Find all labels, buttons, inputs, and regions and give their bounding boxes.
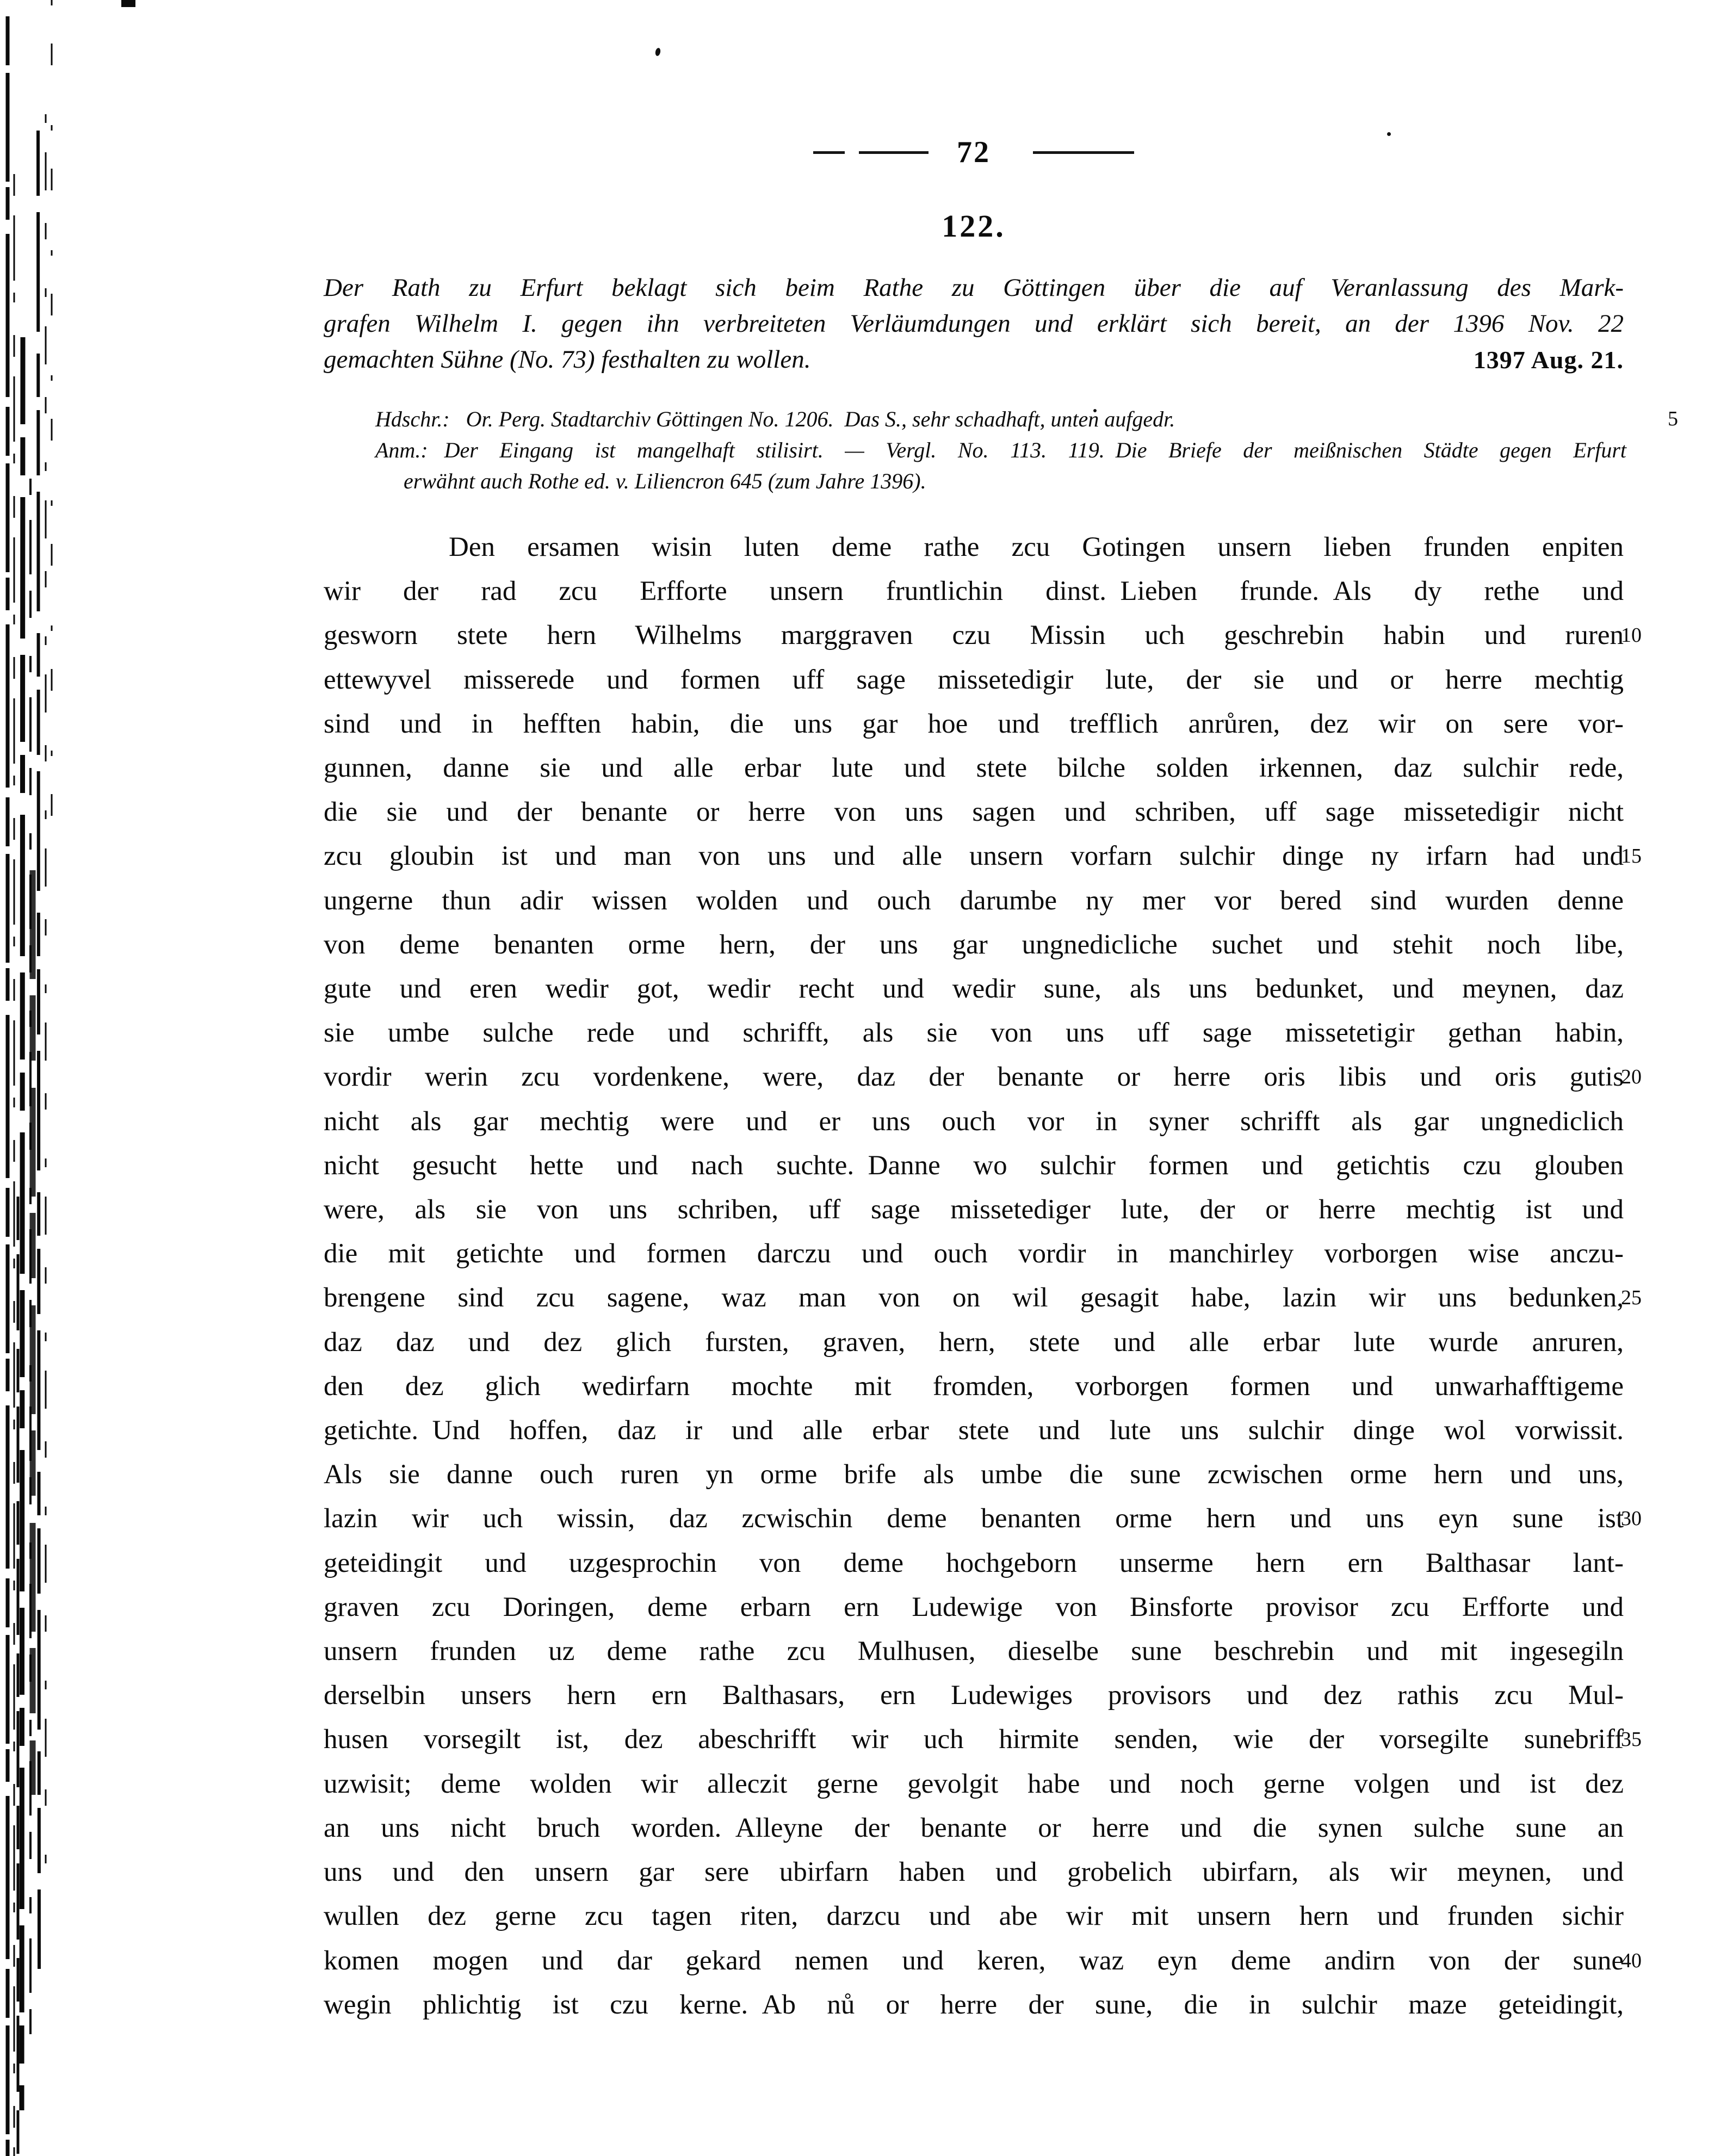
regest-line: Der Rath zu Erfurt beklagt sich beim Rathe zu Göttingen über die auf Veranlassung des Mark- <box>324 274 1624 302</box>
margin-line-number: 35 <box>1621 1728 1642 1751</box>
regest-line: grafen Wilhelm I. gegen ihn verbreiteten Verläumdungen und erklärt sich bereit, an der 1396 Nov. 22 <box>324 309 1624 338</box>
text-line-content: ungerne thun adir wissen wolden und ouch darumbe ny mer vor bered sind wurden denne <box>324 885 1624 916</box>
text-line <box>324 1894 1624 1938</box>
text-line-content: sie umbe sulche rede und schrifft, als sie von uns uff sage missetetigir gethan habin, <box>324 1018 1624 1049</box>
head-dash <box>859 151 929 154</box>
text-line-content: Als sie danne ouch ruren yn orme brife als umbe die sune zcwischen orme hern und uns, <box>324 1459 1624 1490</box>
text-line-content: an uns nicht bruch worden. Alleyne der benante or herre und die synen sulche sune an <box>324 1812 1624 1843</box>
text-line <box>324 1453 1624 1497</box>
text-line-content: unsern frunden uz deme rathe zcu Mulhusen, dieselbe sune beschrebin und mit ingesegiln <box>324 1636 1624 1667</box>
text-line <box>324 1409 1624 1453</box>
text-line <box>324 1674 1624 1718</box>
text-line <box>324 1232 1624 1276</box>
running-head <box>324 135 1624 170</box>
margin-line-number: 20 <box>1621 1065 1642 1089</box>
regest-line-text: gemachten Sühne (No. 73) festhalten zu wollen. <box>324 345 811 374</box>
text-line <box>324 1321 1624 1365</box>
regest-line <box>324 342 1624 377</box>
head-dash <box>813 151 845 154</box>
text-line-content: daz daz und dez glich fursten, graven, hern, stete und alle erbar lute wurde anruren, <box>324 1327 1624 1358</box>
text-line <box>324 1983 1624 2027</box>
text-line <box>324 1630 1624 1674</box>
text-line <box>324 1188 1624 1232</box>
text-line-content: uns und den unsern gar sere ubirfarn haben und grobelich ubirfarn, als wir meynen, und <box>324 1857 1624 1888</box>
text-line <box>324 790 1624 834</box>
text-line <box>324 525 1624 569</box>
text-line <box>324 834 1642 878</box>
text-line-content: gute und eren wedir got, wedir recht und wedir sune, als uns bedunket, und meynen, daz <box>324 974 1624 1005</box>
text-line-content: vordir werin zcu vordenkene, were, daz der benante or herre oris libis und oris gutis <box>324 1062 1624 1093</box>
text-line <box>324 1541 1624 1585</box>
binding-shadow-artifact <box>0 0 141 2156</box>
margin-line-number: 10 <box>1621 624 1642 647</box>
text-line <box>324 1939 1642 1983</box>
margin-line-number: 25 <box>1621 1286 1642 1310</box>
text-line <box>324 1365 1624 1409</box>
text-line <box>324 879 1624 923</box>
text-line-content: von deme benanten orme hern, der uns gar ungnedicliche suchet und stehit noch libe, <box>324 929 1624 960</box>
text-line <box>324 1497 1642 1541</box>
anm-label: Anm.: <box>375 438 428 462</box>
text-line-content: graven zcu Doringen, deme erbarn ern Ludewige von Binsforte provisor zcu Erfforte und <box>324 1591 1624 1622</box>
text-line <box>324 702 1624 746</box>
margin-line-number: 40 <box>1621 1949 1642 1972</box>
text-line <box>324 1055 1642 1099</box>
text-line <box>324 1718 1642 1762</box>
text-line <box>324 1276 1642 1320</box>
anm-text: Der Eingang ist mangelhaft stilisirt. — Vergl. No. 113. 119. Die Briefe der meißnischen Städte gegen Erfurt <box>444 438 1626 462</box>
text-line <box>324 1806 1624 1850</box>
text-line-content: brengene sind zcu sagene, waz man von on wil gesagit habe, lazin wir uns bedunken, <box>324 1283 1624 1314</box>
text-line <box>324 1011 1624 1055</box>
text-line-content: wir der rad zcu Erfforte unsern fruntlichin dinst. Lieben frunde. Als dy rethe und <box>324 576 1624 607</box>
margin-line-number: 15 <box>1621 845 1642 868</box>
head-dash <box>1033 151 1103 154</box>
anm-line <box>375 435 1626 466</box>
text-line-content: getichte. Und hoffen, daz ir und alle erbar stete und lute uns sulchir dinge wol vorwissit. <box>324 1415 1624 1446</box>
anm-line-continuation: erwähnt auch Rothe ed. v. Liliencron 645 (zum Jahre 1396). <box>404 469 926 493</box>
text-line-content: were, als sie von uns schriben, uff sage missetediger lute, der or herre mechtig ist und <box>324 1194 1624 1225</box>
margin-line-number: 5 <box>1668 407 1678 430</box>
text-line-content: sind und in hefften habin, die uns gar hoe und trefflich anrůren, dez wir on sere vor- <box>324 708 1624 739</box>
text-line <box>324 569 1624 614</box>
text-line <box>324 1144 1624 1188</box>
text-line-content: gunnen, danne sie und alle erbar lute und stete bilche solden irkennen, daz sulchir rede, <box>324 753 1624 784</box>
text-line <box>324 1850 1624 1894</box>
text-line-content: den dez glich wedirfarn mochte mit fromden, vorborgen formen und unwarhafftigeme <box>324 1371 1624 1402</box>
head-dash <box>1103 151 1134 154</box>
entry-number: 122. <box>942 208 1006 244</box>
text-line-content: derselbin unsers hern ern Balthasars, ern Ludewiges provisors und dez rathis zcu Mul- <box>324 1680 1624 1711</box>
text-line-content: zcu gloubin ist und man von uns und alle unsern vorfarn sulchir dinge ny irfarn had und <box>324 841 1624 872</box>
text-line-content: nicht als gar mechtig were und er uns ouch vor in syner schrifft als gar ungnediclich <box>324 1106 1624 1137</box>
hdschr-label: Hdschr.: <box>375 407 450 431</box>
text-line <box>324 746 1624 790</box>
text-line-content: Den ersamen wisin luten deme rathe zcu Gotingen unsern lieben frunden enpiten <box>449 532 1624 562</box>
text-line <box>324 923 1624 967</box>
hdschr-text: Or. Perg. Stadtarchiv Göttingen No. 1206. Das S., sehr schadhaft, unten aufgedr. <box>466 407 1175 431</box>
text-line-content: lazin wir uch wissin, daz zcwischin deme benanten orme hern und uns eyn sune ist <box>324 1503 1624 1534</box>
margin-line-number: 30 <box>1621 1507 1642 1531</box>
hdschr-line <box>375 404 1678 435</box>
text-line-content: uzwisit; deme wolden wir alleczit gerne gevolgit habe und noch gerne volgen und ist dez <box>324 1768 1624 1799</box>
text-line <box>324 967 1624 1011</box>
scan-speck <box>655 47 661 57</box>
text-line <box>324 1762 1624 1806</box>
text-line-content: wullen dez gerne zcu tagen riten, darzcu und abe wir mit unsern hern und frunden sichir <box>324 1901 1624 1932</box>
text-line-content: geteidingit und uzgesprochin von deme hochgeborn unserme hern ern Balthasar lant- <box>324 1547 1624 1578</box>
text-line <box>324 658 1624 702</box>
text-line-content: komen mogen und dar gekard nemen und keren, waz eyn deme andirn von der sune <box>324 1945 1624 1976</box>
text-line-content: die mit getichte und formen darczu und ouch vordir in manchirley vorborgen wise anczu- <box>324 1238 1624 1269</box>
text-line <box>324 1100 1624 1144</box>
regest <box>324 270 1624 377</box>
text-line <box>324 1585 1624 1630</box>
apparatus-notes <box>375 404 1678 497</box>
text-line-content: husen vorsegilt ist, dez abeschrifft wir uch hirmite senden, wie der vorsegilte sunebriff <box>324 1724 1624 1755</box>
page-number: 72 <box>957 135 991 169</box>
text-line <box>324 614 1642 658</box>
text-line-content: wegin phlichtig ist czu kerne. Ab nů or herre der sune, die in sulchir maze geteidingit, <box>324 1989 1624 2020</box>
text-line-content: nicht gesucht hette und nach suchte. Danne wo sulchir formen und getichtis czu glouben <box>324 1150 1624 1181</box>
text-line-content: ettewyvel misserede und formen uff sage missetedigir lute, der sie und or herre mechtig <box>324 664 1624 695</box>
text-line-content: die sie und der benante or herre von uns sagen und schriben, uff sage missetedigir nicht <box>324 797 1624 828</box>
text-line-content: gesworn stete hern Wilhelms marggraven czu Missin uch geschrebin habin und ruren <box>324 620 1624 651</box>
letter-body <box>324 525 1642 2027</box>
entry-date: 1397 Aug. 21. <box>1473 346 1624 374</box>
